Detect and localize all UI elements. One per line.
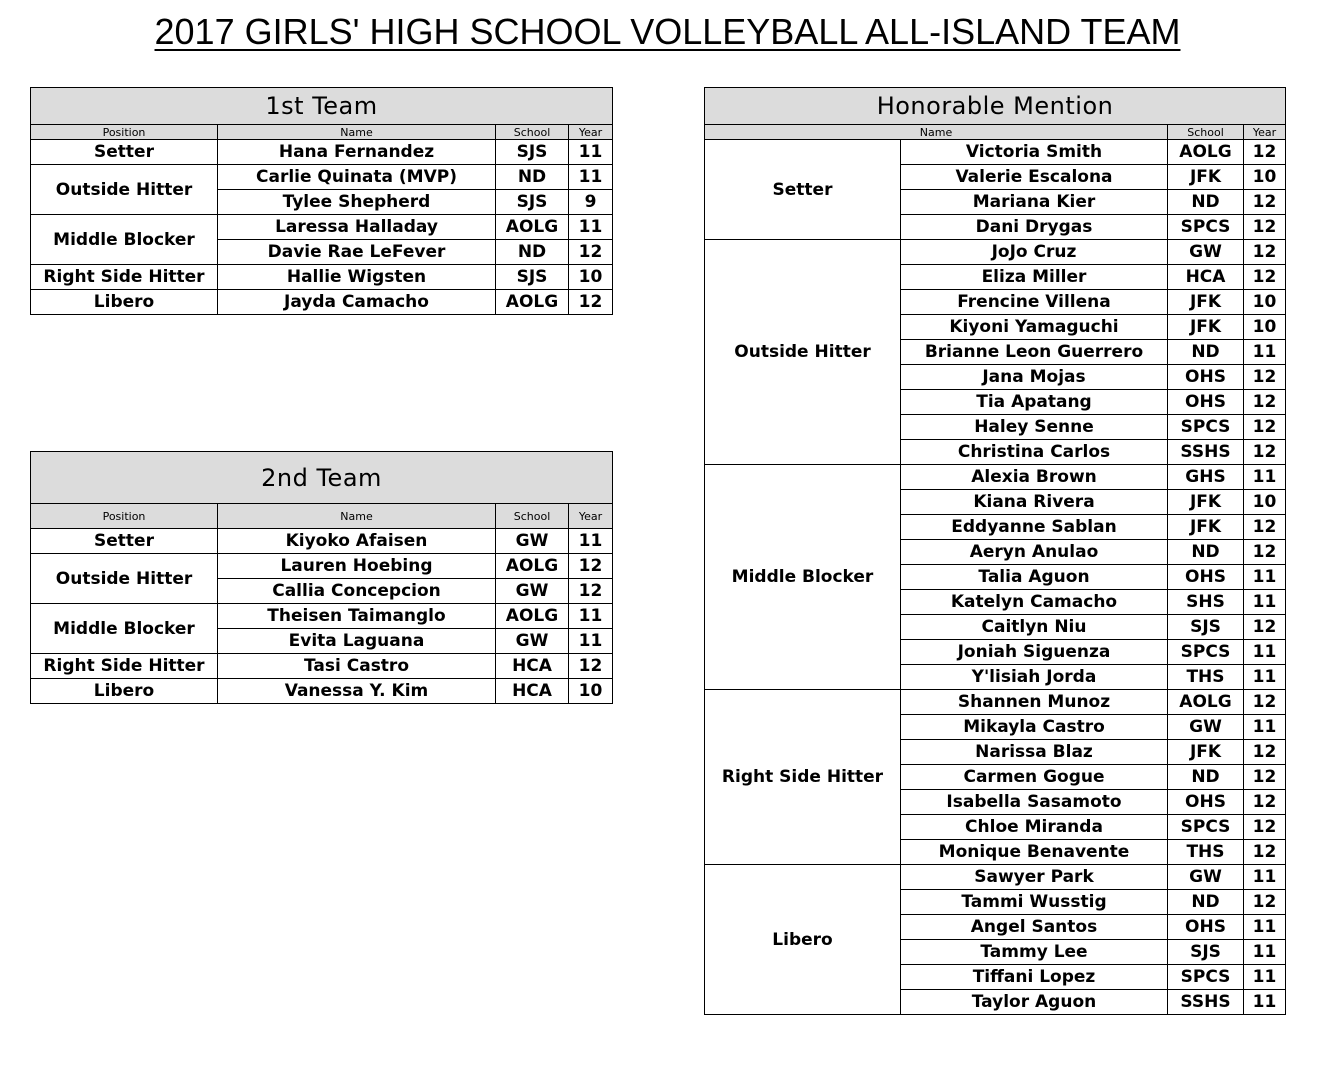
- table-caption: 1st Team: [31, 88, 613, 125]
- year-cell: 11: [1244, 990, 1286, 1015]
- player-name-cell: Callia Concepcion: [218, 579, 496, 604]
- player-name-cell: Tylee Shepherd: [218, 190, 496, 215]
- year-cell: 12: [1244, 890, 1286, 915]
- column-header-year: Year: [1244, 125, 1286, 140]
- school-cell: SPCS: [1168, 815, 1244, 840]
- year-cell: 11: [569, 529, 613, 554]
- table-row: [31, 165, 613, 190]
- year-cell: 12: [1244, 515, 1286, 540]
- player-name-cell: Hallie Wigsten: [218, 265, 496, 290]
- table-row: [705, 690, 1286, 715]
- column-header-name: Name: [218, 125, 496, 140]
- player-name-cell: Tammi Wusstig: [901, 890, 1168, 915]
- position-cell: Middle Blocker: [31, 215, 218, 265]
- year-cell: 12: [1244, 140, 1286, 165]
- school-cell: ND: [1168, 340, 1244, 365]
- year-cell: 10: [1244, 165, 1286, 190]
- school-cell: SHS: [1168, 590, 1244, 615]
- school-cell: AOLG: [496, 604, 569, 629]
- table-row: [31, 604, 613, 629]
- position-cell: Setter: [705, 140, 901, 240]
- school-cell: GW: [1168, 240, 1244, 265]
- column-header-year: Year: [569, 125, 613, 140]
- honorable-mention-table: [704, 87, 1286, 1015]
- school-cell: AOLG: [1168, 690, 1244, 715]
- school-cell: ND: [496, 165, 569, 190]
- position-cell: Outside Hitter: [705, 240, 901, 465]
- school-cell: ND: [496, 240, 569, 265]
- player-name-cell: Evita Laguana: [218, 629, 496, 654]
- year-cell: 12: [1244, 690, 1286, 715]
- year-cell: 11: [1244, 465, 1286, 490]
- year-cell: 12: [569, 579, 613, 604]
- year-cell: 10: [569, 265, 613, 290]
- year-cell: 12: [1244, 265, 1286, 290]
- player-name-cell: Carlie Quinata (MVP): [218, 165, 496, 190]
- table-row: [31, 215, 613, 240]
- player-name-cell: Tia Apatang: [901, 390, 1168, 415]
- year-cell: 10: [1244, 290, 1286, 315]
- player-name-cell: Shannen Munoz: [901, 690, 1168, 715]
- player-name-cell: Tasi Castro: [218, 654, 496, 679]
- table-row: [31, 654, 613, 679]
- table-row: [31, 140, 613, 165]
- player-name-cell: Theisen Taimanglo: [218, 604, 496, 629]
- column-header-year: Year: [569, 504, 613, 529]
- year-cell: 11: [1244, 565, 1286, 590]
- player-name-cell: JoJo Cruz: [901, 240, 1168, 265]
- player-name-cell: Lauren Hoebing: [218, 554, 496, 579]
- school-cell: GW: [496, 529, 569, 554]
- school-cell: GHS: [1168, 465, 1244, 490]
- school-cell: SSHS: [1168, 440, 1244, 465]
- player-name-cell: Mikayla Castro: [901, 715, 1168, 740]
- year-cell: 12: [1244, 190, 1286, 215]
- year-cell: 9: [569, 190, 613, 215]
- position-cell: Middle Blocker: [705, 465, 901, 690]
- year-cell: 11: [1244, 940, 1286, 965]
- position-cell: Right Side Hitter: [31, 265, 218, 290]
- position-cell: Libero: [31, 679, 218, 704]
- year-cell: 12: [1244, 390, 1286, 415]
- school-cell: OHS: [1168, 915, 1244, 940]
- school-cell: AOLG: [1168, 140, 1244, 165]
- table-row: [31, 265, 613, 290]
- school-cell: OHS: [1168, 565, 1244, 590]
- player-name-cell: Katelyn Camacho: [901, 590, 1168, 615]
- year-cell: 12: [1244, 415, 1286, 440]
- column-header-position: Position: [31, 125, 218, 140]
- position-cell: Outside Hitter: [31, 165, 218, 215]
- player-name-cell: Caitlyn Niu: [901, 615, 1168, 640]
- school-cell: SPCS: [1168, 640, 1244, 665]
- school-cell: JFK: [1168, 290, 1244, 315]
- table-caption: Honorable Mention: [705, 88, 1286, 125]
- table-row: [705, 865, 1286, 890]
- year-cell: 12: [1244, 790, 1286, 815]
- column-header-school: School: [1168, 125, 1244, 140]
- school-cell: JFK: [1168, 315, 1244, 340]
- player-name-cell: Tammy Lee: [901, 940, 1168, 965]
- player-name-cell: Valerie Escalona: [901, 165, 1168, 190]
- school-cell: SJS: [1168, 940, 1244, 965]
- year-cell: 12: [1244, 440, 1286, 465]
- player-name-cell: Brianne Leon Guerrero: [901, 340, 1168, 365]
- player-name-cell: Eddyanne Sablan: [901, 515, 1168, 540]
- player-name-cell: Eliza Miller: [901, 265, 1168, 290]
- school-cell: HCA: [1168, 265, 1244, 290]
- table-row: [31, 554, 613, 579]
- player-name-cell: Carmen Gogue: [901, 765, 1168, 790]
- position-cell: Setter: [31, 140, 218, 165]
- year-cell: 11: [1244, 915, 1286, 940]
- column-header-name: Name: [218, 504, 496, 529]
- column-header-position: Position: [31, 504, 218, 529]
- school-cell: ND: [1168, 890, 1244, 915]
- school-cell: ND: [1168, 540, 1244, 565]
- table-row: [31, 529, 613, 554]
- year-cell: 11: [569, 629, 613, 654]
- player-name-cell: Vanessa Y. Kim: [218, 679, 496, 704]
- school-cell: JFK: [1168, 165, 1244, 190]
- table-row: [31, 679, 613, 704]
- year-cell: 10: [1244, 315, 1286, 340]
- school-cell: JFK: [1168, 515, 1244, 540]
- position-cell: Libero: [31, 290, 218, 315]
- school-cell: JFK: [1168, 740, 1244, 765]
- position-cell: Middle Blocker: [31, 604, 218, 654]
- school-cell: OHS: [1168, 365, 1244, 390]
- player-name-cell: Haley Senne: [901, 415, 1168, 440]
- column-header-school: School: [496, 504, 569, 529]
- school-cell: OHS: [1168, 790, 1244, 815]
- position-cell: Libero: [705, 865, 901, 1015]
- position-cell: Right Side Hitter: [31, 654, 218, 679]
- table-row: [705, 140, 1286, 165]
- school-cell: OHS: [1168, 390, 1244, 415]
- school-cell: GW: [496, 579, 569, 604]
- year-cell: 12: [1244, 740, 1286, 765]
- year-cell: 11: [1244, 665, 1286, 690]
- first-team-table: [30, 87, 613, 315]
- year-cell: 12: [1244, 815, 1286, 840]
- school-cell: THS: [1168, 840, 1244, 865]
- year-cell: 11: [569, 140, 613, 165]
- school-cell: ND: [1168, 190, 1244, 215]
- player-name-cell: Chloe Miranda: [901, 815, 1168, 840]
- year-cell: 12: [569, 290, 613, 315]
- position-cell: Outside Hitter: [31, 554, 218, 604]
- player-name-cell: Alexia Brown: [901, 465, 1168, 490]
- player-name-cell: Victoria Smith: [901, 140, 1168, 165]
- year-cell: 11: [569, 165, 613, 190]
- player-name-cell: Taylor Aguon: [901, 990, 1168, 1015]
- year-cell: 12: [1244, 765, 1286, 790]
- year-cell: 12: [1244, 540, 1286, 565]
- school-cell: SSHS: [1168, 990, 1244, 1015]
- player-name-cell: Laressa Halladay: [218, 215, 496, 240]
- year-cell: 11: [1244, 340, 1286, 365]
- school-cell: ND: [1168, 765, 1244, 790]
- page-title: 2017 GIRLS' HIGH SCHOOL VOLLEYBALL ALL-ISLAND TEAM: [154, 11, 1181, 52]
- school-cell: AOLG: [496, 215, 569, 240]
- school-cell: SPCS: [1168, 415, 1244, 440]
- school-cell: GW: [1168, 865, 1244, 890]
- table-row: [705, 240, 1286, 265]
- player-name-cell: Hana Fernandez: [218, 140, 496, 165]
- year-cell: 12: [569, 654, 613, 679]
- year-cell: 12: [1244, 840, 1286, 865]
- school-cell: HCA: [496, 654, 569, 679]
- school-cell: SPCS: [1168, 215, 1244, 240]
- second-team-table: [30, 451, 613, 704]
- year-cell: 11: [1244, 640, 1286, 665]
- school-cell: JFK: [1168, 490, 1244, 515]
- player-name-cell: Frencine Villena: [901, 290, 1168, 315]
- school-cell: HCA: [496, 679, 569, 704]
- table-row: [31, 290, 613, 315]
- year-cell: 12: [569, 240, 613, 265]
- year-cell: 10: [1244, 490, 1286, 515]
- column-header-name: Name: [705, 125, 1168, 140]
- table-row: [705, 465, 1286, 490]
- player-name-cell: Talia Aguon: [901, 565, 1168, 590]
- year-cell: 11: [1244, 715, 1286, 740]
- player-name-cell: Davie Rae LeFever: [218, 240, 496, 265]
- player-name-cell: Y'lisiah Jorda: [901, 665, 1168, 690]
- player-name-cell: Monique Benavente: [901, 840, 1168, 865]
- year-cell: 12: [1244, 365, 1286, 390]
- player-name-cell: Jana Mojas: [901, 365, 1168, 390]
- year-cell: 12: [569, 554, 613, 579]
- school-cell: SJS: [496, 140, 569, 165]
- school-cell: SPCS: [1168, 965, 1244, 990]
- player-name-cell: Dani Drygas: [901, 215, 1168, 240]
- player-name-cell: Sawyer Park: [901, 865, 1168, 890]
- player-name-cell: Jayda Camacho: [218, 290, 496, 315]
- school-cell: GW: [1168, 715, 1244, 740]
- player-name-cell: Kiyoni Yamaguchi: [901, 315, 1168, 340]
- player-name-cell: Kiana Rivera: [901, 490, 1168, 515]
- school-cell: AOLG: [496, 554, 569, 579]
- school-cell: GW: [496, 629, 569, 654]
- table-caption: 2nd Team: [31, 452, 613, 504]
- player-name-cell: Tiffani Lopez: [901, 965, 1168, 990]
- player-name-cell: Mariana Kier: [901, 190, 1168, 215]
- year-cell: 12: [1244, 615, 1286, 640]
- school-cell: SJS: [496, 190, 569, 215]
- position-cell: Setter: [31, 529, 218, 554]
- position-cell: Right Side Hitter: [705, 690, 901, 865]
- year-cell: 11: [1244, 865, 1286, 890]
- school-cell: AOLG: [496, 290, 569, 315]
- player-name-cell: Isabella Sasamoto: [901, 790, 1168, 815]
- school-cell: THS: [1168, 665, 1244, 690]
- year-cell: 12: [1244, 215, 1286, 240]
- school-cell: SJS: [1168, 615, 1244, 640]
- school-cell: SJS: [496, 265, 569, 290]
- player-name-cell: Christina Carlos: [901, 440, 1168, 465]
- year-cell: 11: [1244, 965, 1286, 990]
- column-header-school: School: [496, 125, 569, 140]
- player-name-cell: Aeryn Anulao: [901, 540, 1168, 565]
- year-cell: 11: [1244, 590, 1286, 615]
- year-cell: 11: [569, 215, 613, 240]
- year-cell: 12: [1244, 240, 1286, 265]
- player-name-cell: Angel Santos: [901, 915, 1168, 940]
- year-cell: 10: [569, 679, 613, 704]
- year-cell: 11: [569, 604, 613, 629]
- player-name-cell: Narissa Blaz: [901, 740, 1168, 765]
- player-name-cell: Joniah Siguenza: [901, 640, 1168, 665]
- player-name-cell: Kiyoko Afaisen: [218, 529, 496, 554]
